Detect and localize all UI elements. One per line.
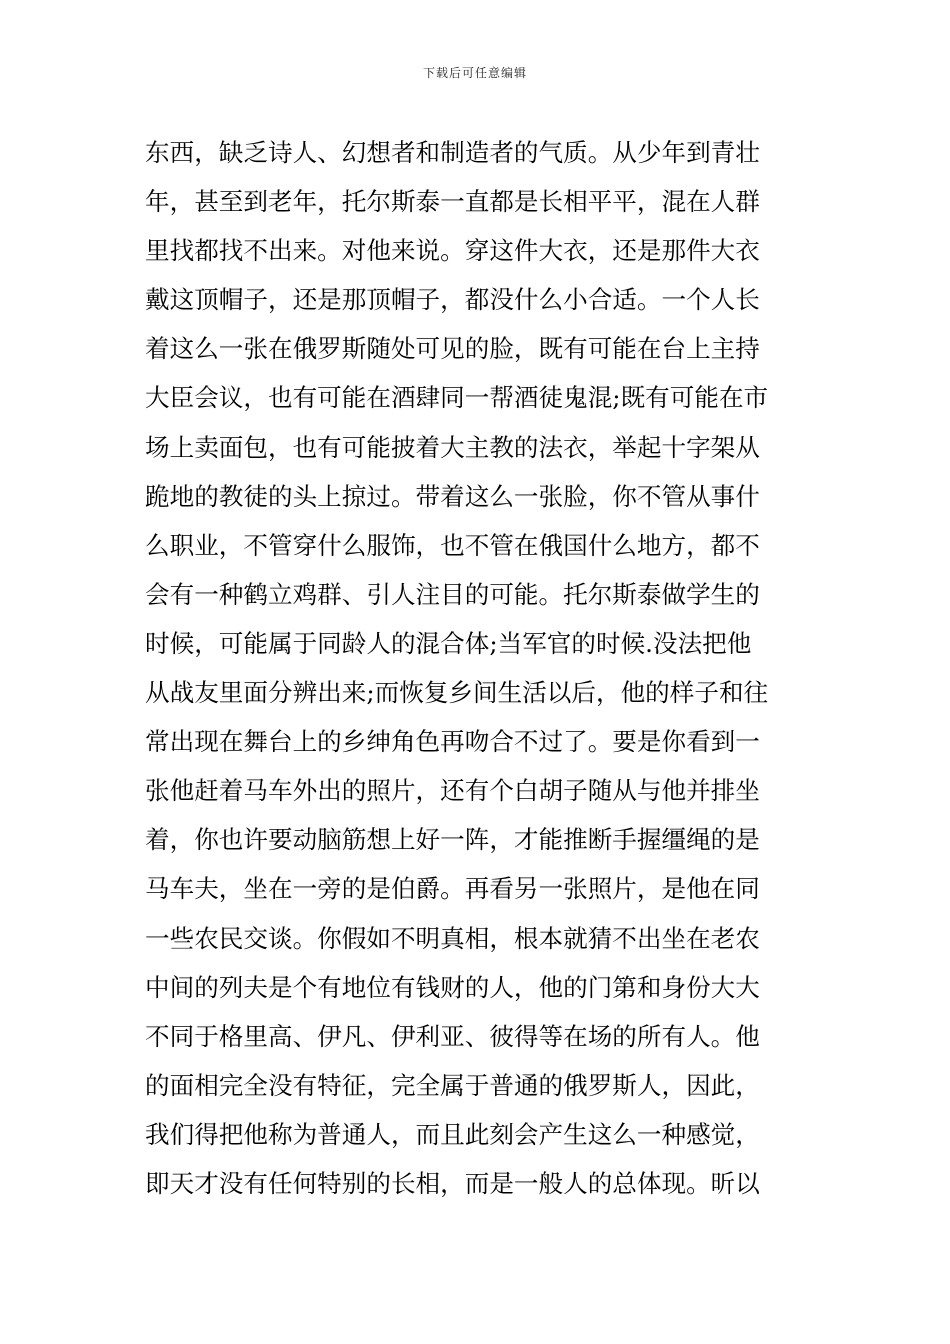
text-line: 从战友里面分辨出来;而恢复乡间生活以后，他的样子和往 (145, 678, 769, 708)
text-line: 着这么一张在俄罗斯随处可见的脸，既有可能在台上主持 (145, 334, 760, 364)
text-line: 着，你也许要动脑筋想上好一阵，才能推断手握缰绳的是 (145, 825, 760, 855)
text-line: 的面相完全没有特征，完全属于普通的俄罗斯人，因此， (145, 1070, 760, 1100)
text-line: 场上卖面包，也有可能披着大主教的法衣，举起十字架从 (145, 432, 760, 462)
text-line: 里找都找不出来。对他来说。穿这件大衣，还是那件大衣 (145, 236, 760, 266)
text-line: 中间的列夫是个有地位有钱财的人，他的门第和身份大大 (145, 972, 760, 1002)
page-header: 下载后可任意编辑 (422, 66, 527, 80)
text-line: 跪地的教徒的头上掠过。带着这么一张脸，你不管从事什 (145, 481, 760, 511)
text-line: 张他赶着马车外出的照片，还有个白胡子随从与他并排坐 (145, 776, 760, 806)
text-line: 么职业，不管穿什么服饰，也不管在俄国什么地方，都不 (145, 530, 760, 560)
text-line: 时候，可能属于同龄人的混合体;当军官的时候.没法把他 (145, 628, 752, 658)
body-paragraph (145, 128, 815, 1208)
text-line: 一些农民交谈。你假如不明真相，根本就猜不出坐在老农 (145, 923, 760, 953)
text-line: 我们得把他称为普通人，而且此刻会产生这么一种感觉， (145, 1119, 760, 1149)
text-line: 即天才没有任何特别的长相，而是一般人的总体现。昕以 (145, 1168, 760, 1198)
text-line: 马车夫，坐在一旁的是伯爵。再看另一张照片，是他在同 (145, 874, 760, 904)
text-line: 不同于格里高、伊凡、伊利亚、彼得等在场的所有人。他 (145, 1021, 760, 1051)
text-line: 大臣会议，也有可能在酒肆同一帮酒徒鬼混;既有可能在市 (145, 383, 769, 413)
text-line: 会有一种鹤立鸡群、引人注目的可能。托尔斯泰做学生的 (145, 579, 760, 609)
text-line: 常出现在舞台上的乡绅角色再吻合不过了。要是你看到一 (145, 727, 760, 757)
text-line: 东西，缺乏诗人、幻想者和制造者的气质。从少年到青壮 (145, 138, 760, 167)
text-line: 年，甚至到老年，托尔斯泰一直都是长相平平，混在人群 (145, 187, 760, 217)
text-line: 戴这顶帽子，还是那顶帽子，都没什么小合适。一个人长 (145, 285, 760, 315)
